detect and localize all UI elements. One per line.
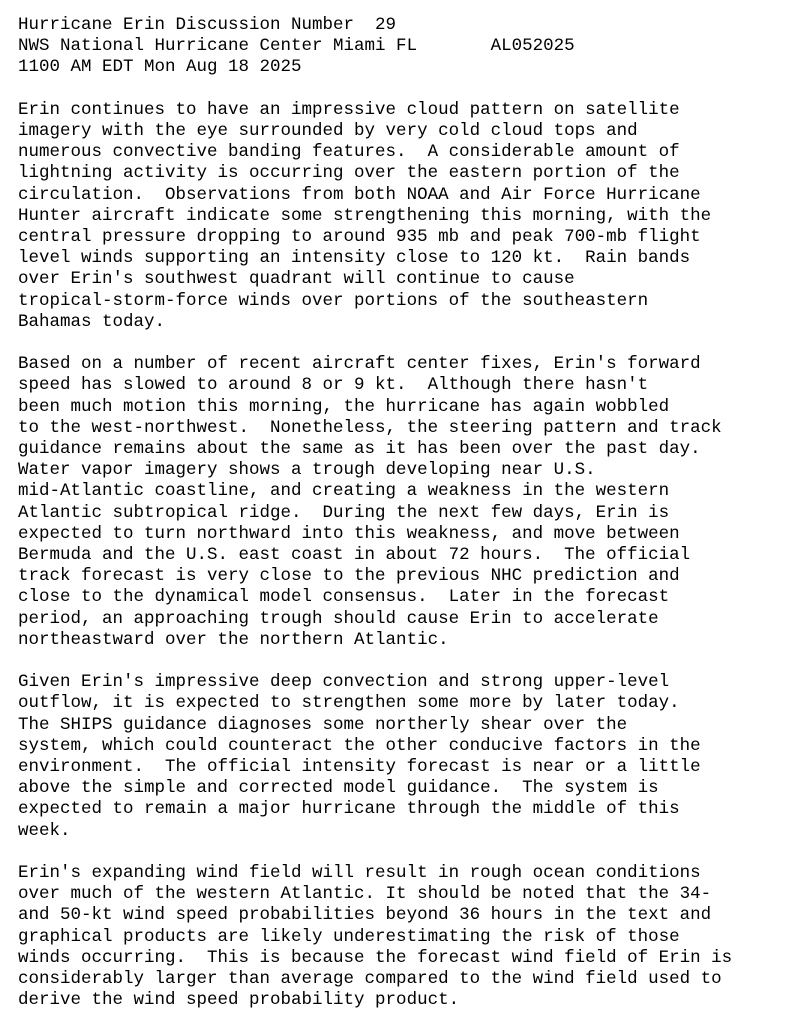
text-line: central pressure dropping to around 935 mb and peak 700-mb flight <box>18 227 701 248</box>
text-line: expected to remain a major hurricane through the middle of this <box>18 799 680 820</box>
discussion-header <box>18 15 788 79</box>
text-line: tropical-storm-force winds over portions of the southeastern <box>18 290 649 311</box>
text-line: The SHIPS guidance diagnoses some northerly shear over the <box>18 714 628 735</box>
text-line: Erin continues to have an impressive cloud pattern on satellite <box>18 99 680 120</box>
paragraph-gap <box>18 333 788 354</box>
paragraph-gap <box>18 651 788 672</box>
text-line: guidance remains about the same as it has been over the past day. <box>18 439 701 460</box>
text-line: winds occurring. This is because the forecast wind field of Erin is <box>18 947 733 968</box>
text-line: environment. The official intensity forecast is near or a little <box>18 757 701 778</box>
text-line: over much of the western Atlantic. It should be noted that the 34- <box>18 884 712 905</box>
issue-time: 1100 AM EDT Mon Aug 18 2025 <box>18 57 302 78</box>
paragraph-track <box>18 354 788 651</box>
text-line: close to the dynamical model consensus. Later in the forecast <box>18 587 670 608</box>
text-line: Water vapor imagery shows a trough developing near U.S. <box>18 460 596 481</box>
text-line: system, which could counteract the other conducive factors in the <box>18 735 701 756</box>
text-line: track forecast is very close to the previous NHC prediction and <box>18 566 680 587</box>
text-line: and 50-kt wind speed probabilities beyond 36 hours in the text and <box>18 905 712 926</box>
text-line: lightning activity is occurring over the eastern portion of the <box>18 163 680 184</box>
paragraph-wind-field <box>18 863 788 1011</box>
text-line: considerably larger than average compared to the wind field used to <box>18 969 722 990</box>
paragraph-gap <box>18 79 788 100</box>
text-line: expected to turn northward into this weakness, and move between <box>18 523 680 544</box>
text-line: Given Erin's impressive deep convection and strong upper-level <box>18 672 670 693</box>
paragraph-intensity <box>18 672 788 842</box>
paragraph-current-status <box>18 100 788 333</box>
text-line: week. <box>18 820 71 841</box>
text-line: above the simple and corrected model guidance. The system is <box>18 778 659 799</box>
text-line: Bahamas today. <box>18 311 166 332</box>
text-line: numerous convective banding features. A considerable amount of <box>18 142 680 163</box>
text-line: mid-Atlantic coastline, and creating a weakness in the western <box>18 481 670 502</box>
text-line: circulation. Observations from both NOAA and Air Force Hurricane <box>18 184 701 205</box>
discussion-document <box>18 15 788 1011</box>
text-line: derive the wind speed probability product. <box>18 990 460 1011</box>
text-line: northeastward over the northern Atlantic. <box>18 629 449 650</box>
discussion-title: Hurricane Erin Discussion Number 29 <box>18 15 397 35</box>
issuing-office: NWS National Hurricane Center Miami FL AL052025 <box>18 36 575 57</box>
text-line: level winds supporting an intensity close to 120 kt. Rain bands <box>18 248 691 269</box>
text-line: Erin's expanding wind field will result in rough ocean conditions <box>18 863 701 884</box>
text-line: graphical products are likely underestimating the risk of those <box>18 926 680 947</box>
text-line: Hunter aircraft indicate some strengthening this morning, with the <box>18 205 712 226</box>
paragraph-gap <box>18 842 788 863</box>
text-line: Bermuda and the U.S. east coast in about 72 hours. The official <box>18 545 691 566</box>
text-line: imagery with the eye surrounded by very cold cloud tops and <box>18 121 638 141</box>
text-line: over Erin's southwest quadrant will continue to cause <box>18 269 575 290</box>
text-line: period, an approaching trough should cause Erin to accelerate <box>18 608 659 629</box>
text-line: outflow, it is expected to strengthen some more by later today. <box>18 693 680 714</box>
text-line: been much motion this morning, the hurricane has again wobbled <box>18 396 670 417</box>
text-line: Atlantic subtropical ridge. During the next few days, Erin is <box>18 502 670 523</box>
text-line: to the west-northwest. Nonetheless, the steering pattern and track <box>18 417 722 438</box>
text-line: speed has slowed to around 8 or 9 kt. Although there hasn't <box>18 375 649 396</box>
text-line: Based on a number of recent aircraft center fixes, Erin's forward <box>18 354 701 375</box>
